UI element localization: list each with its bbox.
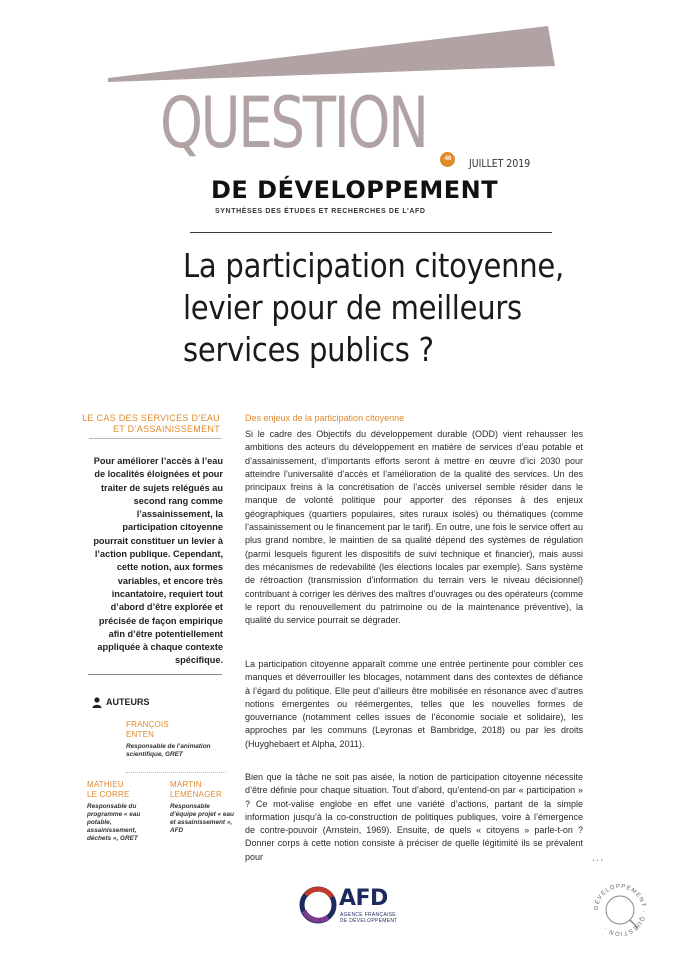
case-title-line: LE CAS DES SERVICES D’EAU bbox=[82, 413, 220, 423]
author-card bbox=[87, 780, 153, 843]
author-last-name: ENTEN bbox=[126, 729, 155, 739]
author-role: Responsable de l’animation scientifique, GRET bbox=[126, 743, 211, 758]
person-icon bbox=[92, 697, 102, 708]
header-divider bbox=[190, 232, 552, 233]
section-heading: Des enjeux de la participation citoyenne bbox=[245, 413, 405, 423]
sidebar-divider bbox=[88, 674, 222, 675]
authors-label: AUTEURS bbox=[106, 697, 150, 707]
logo-subtitle-line: DE DÉVELOPPEMENT bbox=[340, 918, 398, 924]
svg-text:DÉVELOPPEMENT · QUESTION · bbox=[594, 884, 646, 936]
author-first-name: FRANÇOIS bbox=[126, 720, 169, 729]
sidebar-divider bbox=[89, 438, 222, 439]
issue-number: 46 bbox=[444, 156, 452, 162]
author-role: Responsable du programme « eau potable, assainissement, déchets », GRET bbox=[87, 803, 141, 842]
author-last-name: LE CORRE bbox=[87, 789, 130, 799]
body-paragraph: La participation citoyenne apparaît comme une entrée pertinente pour combler ces manques et déverrouiller les blocages, notamment dans des contextes de défiance à l’égard du politique. Elle peut d’ailleurs être mobilisée en résonance avec d’autres notions émergentes ou réémergentes, telles que les nouvelles formes de gouvernance (notamment celles issues de l’économie sociale et solidaire), les approches par les communs (Leyronas et Bambridge, 2018) ou par les droits (Huyghebaert et Alpha, 2011). bbox=[245, 659, 583, 749]
logo-subtitle-line: AGENCE FRANÇAISE bbox=[340, 912, 396, 918]
title-line: services publics ? bbox=[183, 330, 434, 369]
series-title: QUESTION bbox=[160, 82, 427, 164]
author-first-name: MATHIEU bbox=[87, 780, 124, 789]
author-last-name: LEMÉNAGER bbox=[170, 789, 223, 799]
logo-wordmark: AFD bbox=[339, 886, 388, 911]
title-line: levier pour de meilleurs bbox=[183, 288, 522, 327]
series-stamp-icon bbox=[590, 880, 650, 940]
author-role: Responsable d’équipe projet « eau et assainissement », AFD bbox=[170, 803, 234, 834]
logo-subtitle bbox=[340, 912, 398, 924]
sidebar-intro: Pour améliorer l’accès à l’eau de localités éloignées et pour traiter de sujets relégués au second rang comme l’assainissement, la participation citoyenne pourrait constituer un levier à l’action publique. Cependant, cette notion, aux formes variables, et encore très incantatoire, requiert tout d’abord d’être explorée et précisée de façon empirique afin d’être potentiellement appliquée à chaque contexte spécifique. bbox=[93, 456, 223, 666]
page-title bbox=[183, 245, 597, 371]
author-card bbox=[126, 720, 226, 759]
stamp-text: DÉVELOPPEMENT · QUESTION · bbox=[593, 883, 647, 937]
sidebar-case-title bbox=[72, 413, 220, 435]
author-first-name: MARTIN bbox=[170, 780, 202, 789]
series-subtitle: DE DÉVELOPPEMENT bbox=[211, 176, 499, 204]
body-paragraph: Si le cadre des Objectifs du développement durable (ODD) vient rehausser les ambitions des acteurs du développement en matière de services d’eau potable et d’assainissement, d’importants efforts seront à mettre en œuvre d’ici 2030 pour atteindre l’universalité d’accès et l’amélioration de la qualité des services. Un des principaux freins à la concrétisation de l’accès universel semble résider dans le manque de volonté politique pour apporter des réponses à des enjeux géographiques (quartiers populaires, sites ruraux isolés) ou thématiques (comme l’assainissement ou le financement par le tarif). En outre, une fois le service offert au plus grand nombre, le maintien de sa qualité dépend des systèmes de régulation (parmi lesquels figurent les dispositifs de suivi technique et financier), mais aussi des mécanismes de redevabilité (les élections locales par exemple). Sans système de rétroaction (transmission d’information du terrain vers le niveau décisionnel) contribuant à corriger les dérives des maîtres d’ouvrages ou des opérateurs (comme le report du renouvellement du patrimoine ou de la maintenance préventive), la qualité du service pourrait se dégrader. bbox=[245, 429, 583, 626]
body-paragraph: Bien que la tâche ne soit pas aisée, la notion de participation citoyenne nécessite d’être définie pour chaque situation. Tout d’abord, qu’entend-on par « participation » ? Ce mot-valise englobe en effet une variété d’actions, partant de la simple information jusqu’à la co-construction de politiques publiques, voire à l’émergence de contre-pouvoir (Arnstein, 1969). Ensuite, de quels « citoyens » parle-t-on ? Donner corps à cette notion consiste à préciser de quelle légitimité ils se prévalent pour bbox=[245, 772, 583, 862]
authors-divider bbox=[126, 772, 226, 773]
series-tagline: SYNTHÈSES DES ÉTUDES ET RECHERCHES DE L’AFD bbox=[215, 208, 426, 215]
title-line: La participation citoyenne, bbox=[183, 246, 564, 285]
publication-date: JUILLET 2019 bbox=[469, 157, 531, 170]
case-title-line: ET D’ASSAINISSEMENT bbox=[112, 424, 220, 434]
author-card bbox=[170, 780, 236, 835]
continued-marker: … bbox=[591, 849, 605, 864]
